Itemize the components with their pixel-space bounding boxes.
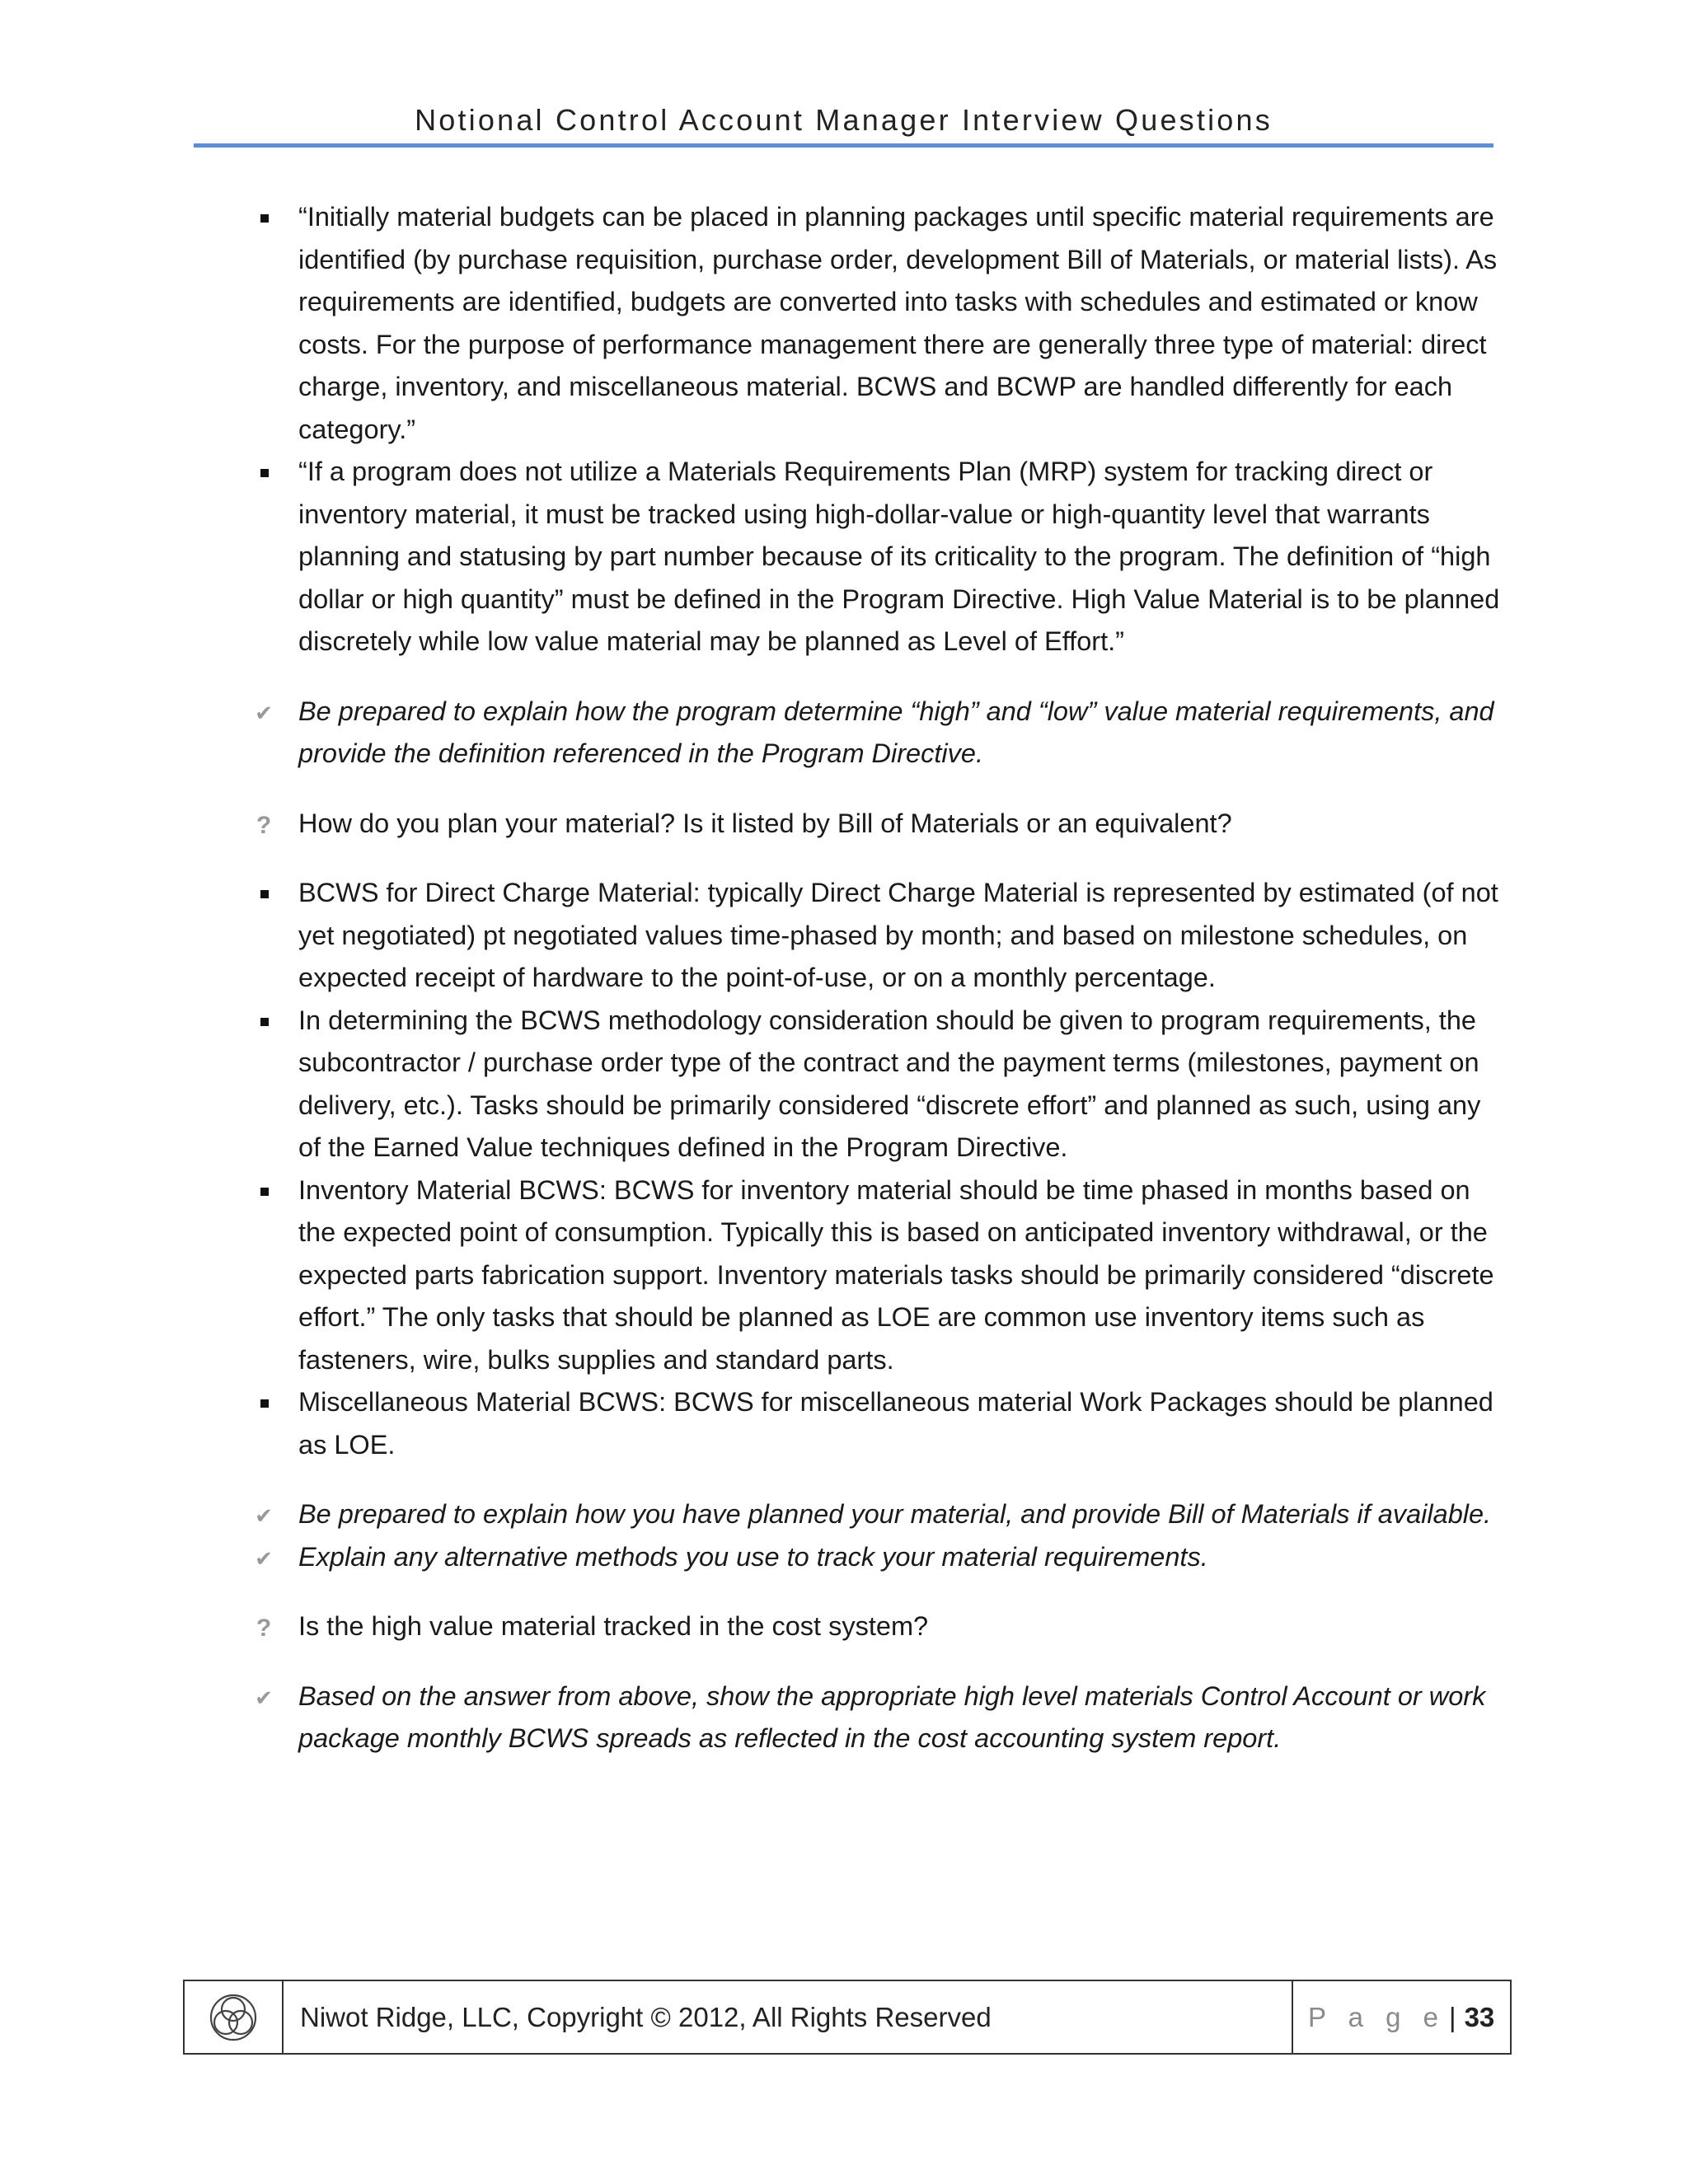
guidance-list [247,1493,1500,1578]
question-list [247,803,1500,846]
check-icon: ✔ [255,1545,273,1571]
question-list [247,1605,1500,1648]
list-item-text: Explain any alternative methods you use to track your material requirements. [298,1541,1208,1572]
list-item-text: How do you plan your material? Is it listed by Bill of Materials or an equivalent? [298,808,1232,838]
check-icon: ✔ [255,1503,273,1528]
list-item-text: Miscellaneous Material BCWS: BCWS for miscellaneous material Work Packages should be planned as LOE. [298,1387,1493,1460]
list-item-text: BCWS for Direct Charge Material: typically Direct Charge Material is represented by estimated (of not yet negotiated) pt negotiated values time-phased by month; and based on milestone schedules, on expected receipt of hardware to the point-of-use, or on a monthly percentage. [298,878,1498,992]
question-icon: ? [256,1615,272,1642]
list-item [247,691,1500,776]
list-item-text: “Initially material budgets can be placed in planning packages until specific material requirements are identified (by purchase requisition, purchase order, development Bill of Materials, or material lists). As requirements are identified, budgets are converted into tasks with schedules and estimated or know costs. For the purpose of performance management there are generally three type of material: direct charge, inventory, and miscellaneous material. BCWS and BCWP are handled differently for each category.” [298,202,1498,444]
guidance-list [247,1675,1500,1760]
list-item-text: “If a program does not utilize a Materials Requirements Plan (MRP) system for tracking direct or inventory material, it must be tracked using high-dollar-value or high-quantity level that warrants planning and statusing by part number because of its criticality to the program. The definition of “high dollar or high quantity” must be defined in the Program Directive. High Value Material is to be planned discretely while low value material may be planned as Level of Effort.” [298,457,1500,656]
list-item-text: Based on the answer from above, show the appropriate high level materials Control Account or work package monthly BCWS spreads as reflected in the cost accounting system report. [298,1680,1486,1753]
bcws-bullet-list [247,872,1500,1466]
list-item-text: In determining the BCWS methodology consideration should be given to program requirements, the subcontractor / purchase order type of the contract and the payment terms (milestones, payment on delivery, etc.). Tasks should be primarily considered “discrete effort” and planned as such, using any of the Earned Value techniques defined in the Program Directive. [298,1005,1481,1162]
list-item [247,1605,1500,1648]
page-separator: | [1448,2001,1456,2032]
footer-logo-cell [185,1981,284,2053]
page-footer [183,1980,1512,2055]
check-icon: ✔ [255,1685,273,1710]
list-item-text: Inventory Material BCWS: BCWS for inventory material should be time phased in months based on the expected point of consumption. Typically this is based on anticipated inventory withdrawal, or the expected parts fabrication support. Inventory materials tasks should be primarily considered “discrete effort.” The only tasks that should be planned as LOE are common use inventory items such as fasteners, wire, bulks supplies and standard parts. [298,1174,1494,1375]
list-item-text: Be prepared to explain how you have planned your material, and provide Bill of Materials if available. [298,1499,1492,1529]
list-item [247,1000,1500,1169]
list-item [247,1675,1500,1760]
guidance-list [247,691,1500,776]
list-item [247,1493,1500,1536]
footer-copyright: Niwot Ridge, LLC, Copyright © 2012, All Rights Reserved [300,2001,992,2032]
list-item [247,1381,1500,1466]
quote-bullet-list [247,196,1500,663]
footer-page-number [1292,1981,1510,2053]
list-item-text: Be prepared to explain how the program determine “high” and “low” value material requirements, and provide the definition referenced in the Program Directive. [298,696,1494,768]
page-label: P a g e [1308,2001,1446,2032]
list-item [247,196,1500,451]
list-item-text: Is the high value material tracked in the cost system? [298,1611,929,1641]
page-content [247,196,1500,1760]
list-item [247,1169,1500,1382]
list-item [247,1536,1500,1579]
page-header [194,97,1493,148]
header-title: Notional Control Account Manager Interview Questions [415,103,1273,137]
interlocking-rings-logo-icon [208,1992,259,2043]
list-item [247,803,1500,846]
list-item [247,451,1500,663]
page-number: 33 [1464,2001,1495,2032]
list-item [247,872,1500,1000]
check-icon: ✔ [255,700,273,725]
question-icon: ? [256,811,272,839]
